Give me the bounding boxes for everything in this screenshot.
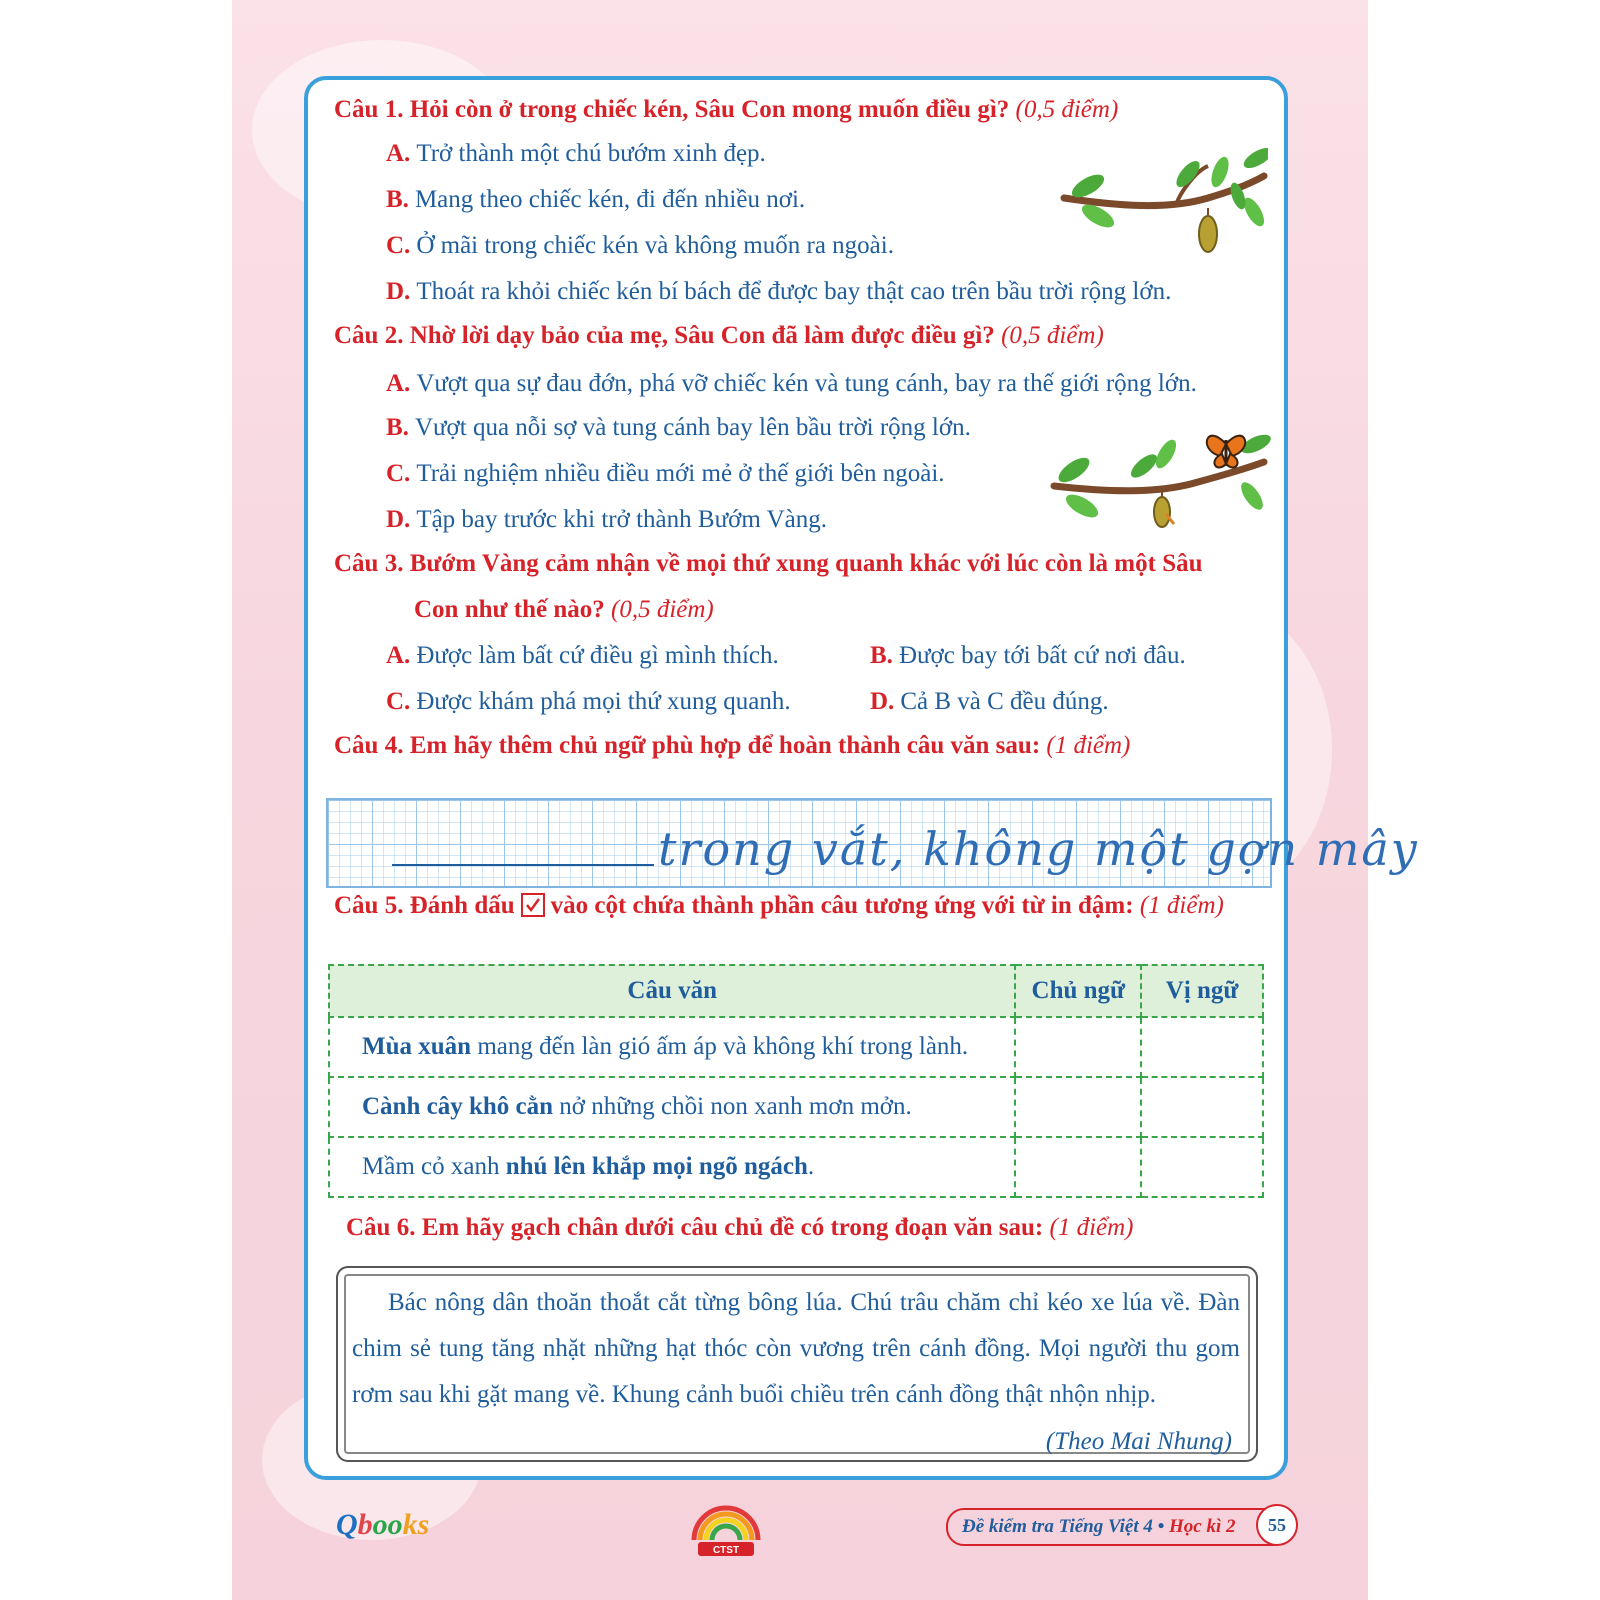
passage-box <box>336 1266 1258 1462</box>
q1-label: Câu 1. Hỏi còn ở trong chiếc kén, Sâu Con mong muốn điều gì? (0,5 điểm) <box>334 96 1119 123</box>
answer-table <box>328 964 1264 1198</box>
table-header-row <box>329 965 1263 1017</box>
table-row <box>329 1017 1263 1077</box>
q3-option-d[interactable]: D. Cả B và C đều đúng. <box>870 688 1109 715</box>
table-row <box>329 1137 1263 1197</box>
q1-option-a[interactable]: A. Trở thành một chú bướm xinh đẹp. <box>386 140 766 167</box>
q4-label: Câu 4. Em hãy thêm chủ ngữ phù hợp để hoàn thành câu văn sau: (1 điểm) <box>334 732 1131 759</box>
q3-option-c[interactable]: C. Được khám phá mọi thứ xung quanh. <box>386 688 791 715</box>
handwriting-sentence: trong vắt, không một gợn mây <box>658 822 1419 876</box>
checkbox-icon <box>521 893 545 917</box>
predicate-check-cell[interactable] <box>1141 1137 1263 1197</box>
answer-blank-line[interactable] <box>392 864 654 866</box>
q6-label: Câu 6. Em hãy gạch chân dưới câu chủ đề có trong đoạn văn sau: (1 điểm) <box>346 1214 1134 1241</box>
q3-label-line1: Câu 3. Bướm Vàng cảm nhận về mọi thứ xung quanh khác với lúc còn là một Sâu <box>334 550 1203 577</box>
passage-text[interactable]: Bác nông dân thoăn thoắt cắt từng bông lúa. Chú trâu chăm chỉ kéo xe lúa về. Đàn chim sẻ tung tăng nhặt những hạt thóc còn vương trên cánh đồng. Mọi người thu gom rơm sau khi gặt mang về. Khung cảnh buổi chiều trên cánh đồng thật nhộn nhịp. <box>352 1289 1240 1408</box>
predicate-check-cell[interactable] <box>1141 1017 1263 1077</box>
branch-butterfly-icon <box>1048 424 1272 534</box>
q3-label-line2: Con như thế nào? (0,5 điểm) <box>414 596 714 623</box>
header-subject: Chủ ngữ <box>1015 965 1141 1017</box>
q3-option-b[interactable]: B. Được bay tới bất cứ nơi đâu. <box>870 642 1186 669</box>
header-predicate: Vị ngữ <box>1141 965 1263 1017</box>
q1-option-c[interactable]: C. Ở mãi trong chiếc kén và không muốn ra ngoài. <box>386 232 894 259</box>
q5-label: Câu 5. Đánh dấu vào cột chứa thành phần câu tương ứng với từ in đậm: (1 điểm) <box>334 892 1224 919</box>
q1-option-d[interactable]: D. Thoát ra khỏi chiếc kén bí bách để được bay thật cao trên bầu trời rộng lớn. <box>386 278 1172 305</box>
predicate-check-cell[interactable] <box>1141 1077 1263 1137</box>
q1-option-b[interactable]: B. Mang theo chiếc kén, đi đến nhiều nơi. <box>386 186 806 213</box>
branch-cocoon-icon <box>1058 146 1268 261</box>
q2-label: Câu 2. Nhờ lời dạy bảo của mẹ, Sâu Con đã làm được điều gì? (0,5 điểm) <box>334 322 1104 349</box>
publisher-logo: Qbooks <box>336 1508 430 1541</box>
sentence-cell: Cành cây khô cằn nở những chồi non xanh mơn mởn. <box>329 1077 1015 1137</box>
page-number: 55 <box>1256 1504 1298 1546</box>
subject-check-cell[interactable] <box>1015 1017 1141 1077</box>
q2-option-a[interactable]: A. Vượt qua sự đau đớn, phá vỡ chiếc kén và tung cánh, bay ra thế giới rộng lớn. <box>386 370 1197 397</box>
subject-check-cell[interactable] <box>1015 1077 1141 1137</box>
header-sentence: Câu văn <box>329 965 1015 1017</box>
q2-option-d[interactable]: D. Tập bay trước khi trở thành Bướm Vàng. <box>386 506 827 533</box>
q2-option-c[interactable]: C. Trải nghiệm nhiều điều mới mẻ ở thế giới bên ngoài. <box>386 460 945 487</box>
book-title-badge: Đề kiểm tra Tiếng Việt 4 • Học kì 2 <box>946 1508 1290 1546</box>
sentence-cell: Mầm cỏ xanh nhú lên khắp mọi ngõ ngách. <box>329 1137 1015 1197</box>
table-row <box>329 1077 1263 1137</box>
rainbow-label: CTST <box>712 1545 740 1556</box>
passage-source: (Theo Mai Nhung) <box>1045 1428 1232 1455</box>
rainbow-icon <box>688 1500 764 1560</box>
q2-option-b[interactable]: B. Vượt qua nỗi sợ và tung cánh bay lên bầu trời rộng lớn. <box>386 414 971 441</box>
subject-check-cell[interactable] <box>1015 1137 1141 1197</box>
sentence-cell: Mùa xuân mang đến làn gió ấm áp và không khí trong lành. <box>329 1017 1015 1077</box>
q3-option-a[interactable]: A. Được làm bất cứ điều gì mình thích. <box>386 642 779 669</box>
